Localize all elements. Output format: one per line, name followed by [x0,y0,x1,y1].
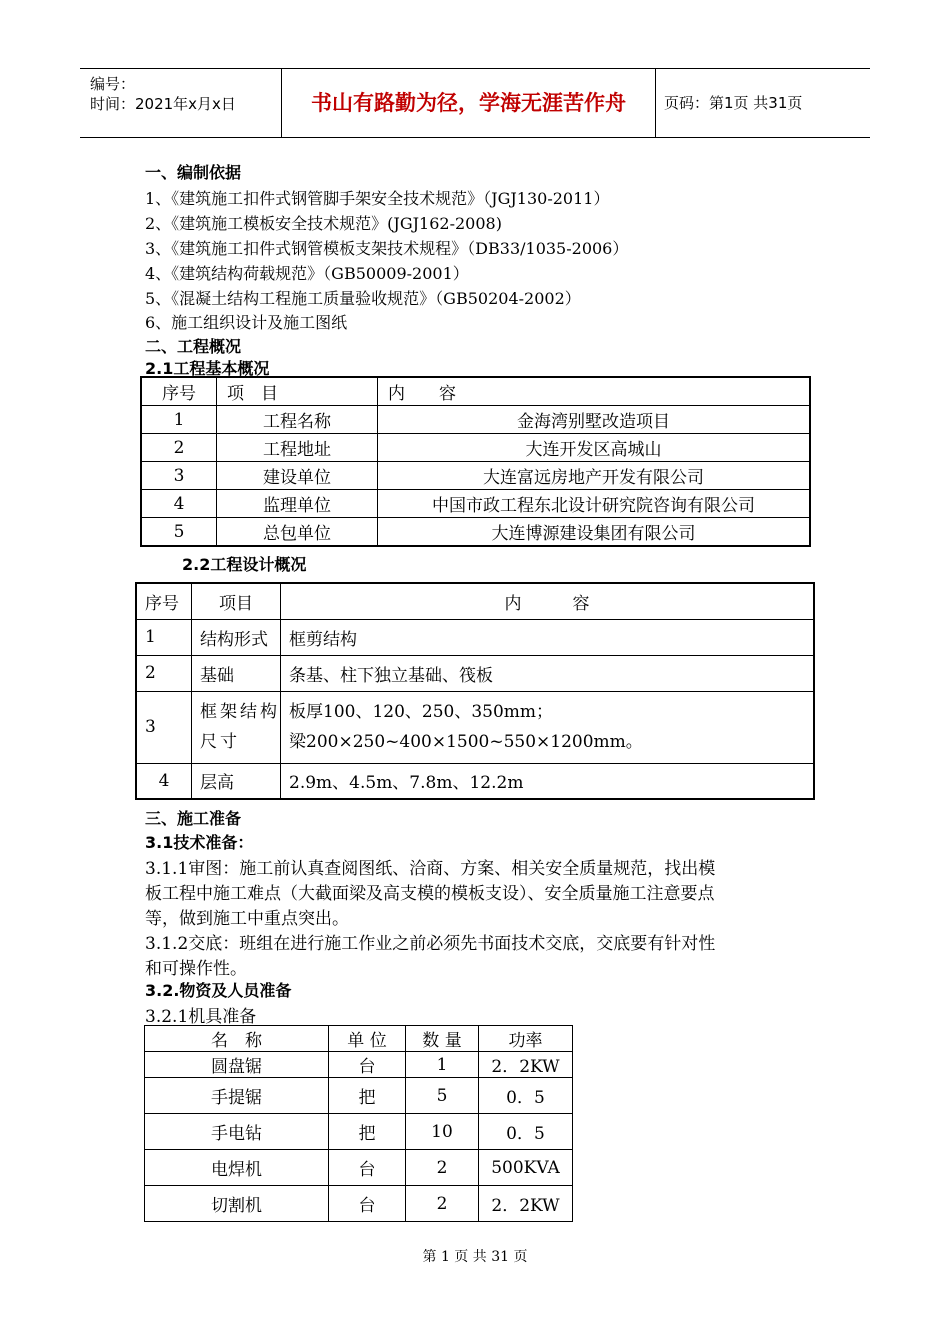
header-cell: 内 容 [281,583,815,619]
header-cell: 数 量 [406,1026,479,1052]
cell: 1 [406,1052,479,1078]
paragraph-line: 板工程中施工难点（大截面梁及高支模的模板支设）、安全质量施工注意要点 [145,884,715,904]
date-label: 时间：2021年x月x日 [90,95,236,113]
table-row [136,619,814,655]
cell-line: 板厚100、120、250、350mm； [289,702,554,722]
cell: 4 [136,763,192,799]
page-label: 页码：第1页 共31页 [664,94,803,112]
cell: 3 [141,462,217,490]
table-row [136,691,814,763]
cell: 框剪结构 [281,619,815,655]
header-meta [80,69,280,137]
cell: 500KVA [479,1150,573,1186]
cell: 2.9m、4.5m、7.8m、12.2m [281,763,815,799]
header-cell: 名 称 [145,1026,329,1052]
cell: 层高 [192,763,281,799]
cell-line: 梁200×250~400×1500~550×1200mm。 [289,732,643,752]
cell: 切割机 [145,1186,329,1222]
basis-item: 2、《建筑施工模板安全技术规范》(JGJ162-2008) [145,214,502,233]
basis-item: 6、施工组织设计及施工图纸 [145,313,348,332]
basis-item: 3、《建筑施工扣件式钢管模板支架技术规程》（DB33/1035-2006） [145,239,629,258]
cell: 5 [406,1078,479,1114]
table-row [136,763,814,799]
cell: 工程名称 [217,406,378,434]
cell: 2．2KW [479,1186,573,1222]
basis-item: 1、《建筑施工扣件式钢管脚手架安全技术规范》（JGJ130-2011） [145,189,610,208]
basis-item: 4、《建筑结构荷载规范》（GB50009-2001） [145,264,469,283]
basis-item: 5、《混凝土结构工程施工质量验收规范》（GB50204-2002） [145,289,581,308]
paragraph-line: 等，做到施工中重点突出。 [145,909,349,929]
header-cell: 序号 [141,377,217,406]
table-row [141,490,810,518]
paragraph-line: 和可操作性。 [145,959,247,979]
header-cell: 功率 [479,1026,573,1052]
cell: 手提锯 [145,1078,329,1114]
cell: 大连博源建设集团有限公司 [378,518,811,547]
page-footer: 第 1 页 共 31 页 [422,1249,528,1265]
section1-title: 一、编制依据 [145,163,242,182]
cell: 基础 [192,655,281,691]
table-row [141,406,810,434]
number-label: 编号： [90,75,136,93]
table-row [141,518,810,547]
cell: 结构形式 [192,619,281,655]
paragraph-line: 3.1.2交底：班组在进行施工作业之前必须先书面技术交底，交底要有针对性 [145,934,716,954]
cell: 1 [136,619,192,655]
section2-sub1: 2.1工程基本概况 [145,359,270,378]
cell: 建设单位 [217,462,378,490]
cell: 工程地址 [217,434,378,462]
cell: 2 [136,655,192,691]
cell: 0．5 [479,1078,573,1114]
table-row [145,1078,573,1114]
cell: 大连开发区高城山 [378,434,811,462]
table-row [145,1114,573,1150]
table-row [141,434,810,462]
table-row [145,1150,573,1186]
section2-title: 二、工程概况 [145,337,242,356]
cell: 监理单位 [217,490,378,518]
table-header-row [145,1026,573,1052]
cell: 金海湾别墅改造项目 [378,406,811,434]
cell: 台 [329,1150,406,1186]
cell: 大连富远房地产开发有限公司 [378,462,811,490]
table-row [136,655,814,691]
section3-sub2: 3.2.物资及人员准备 [145,981,292,1000]
table-header-row [136,583,814,619]
cell: 把 [329,1078,406,1114]
page-header [80,68,870,138]
cell: 台 [329,1052,406,1078]
table-row [141,462,810,490]
table-row [145,1052,573,1078]
section2-sub2: 2.2工程设计概况 [182,555,307,574]
cell: 1 [141,406,217,434]
header-cell: 项 目 [217,377,378,406]
cell: 框架结构尺寸 [192,691,281,763]
cell: 5 [141,518,217,547]
cell: 10 [406,1114,479,1150]
cell: 2．2KW [479,1052,573,1078]
header-cell: 项目 [192,583,281,619]
cell: 中国市政工程东北设计研究院咨询有限公司 [378,490,811,518]
cell: 总包单位 [217,518,378,547]
header-cell: 单 位 [329,1026,406,1052]
cell [281,691,815,763]
design-info-table [135,582,815,800]
basic-info-table [140,376,811,547]
table-header-row [141,377,810,406]
cell: 2 [406,1150,479,1186]
header-cell: 内 容 [378,377,811,406]
cell: 0．5 [479,1114,573,1150]
cell: 条基、柱下独立基础、筏板 [281,655,815,691]
cell: 3 [136,691,192,763]
section3-sub1: 3.1技术准备： [145,833,254,852]
equipment-table [144,1025,573,1222]
cell: 4 [141,490,217,518]
table-row [145,1186,573,1222]
cell: 2 [141,434,217,462]
section3-title: 三、施工准备 [145,809,242,828]
cell: 手电钻 [145,1114,329,1150]
cell: 电焊机 [145,1150,329,1186]
cell: 把 [329,1114,406,1150]
cell: 台 [329,1186,406,1222]
paragraph-line: 3.1.1审图：施工前认真查阅图纸、洽商、方案、相关安全质量规范，找出模 [145,859,716,879]
cell: 圆盘锯 [145,1052,329,1078]
cell: 2 [406,1186,479,1222]
section3-sub3: 3.2.1机具准备 [145,1007,257,1027]
header-cell: 序号 [136,583,192,619]
motto: 书山有路勤为径，学海无涯苦作舟 [281,69,656,137]
